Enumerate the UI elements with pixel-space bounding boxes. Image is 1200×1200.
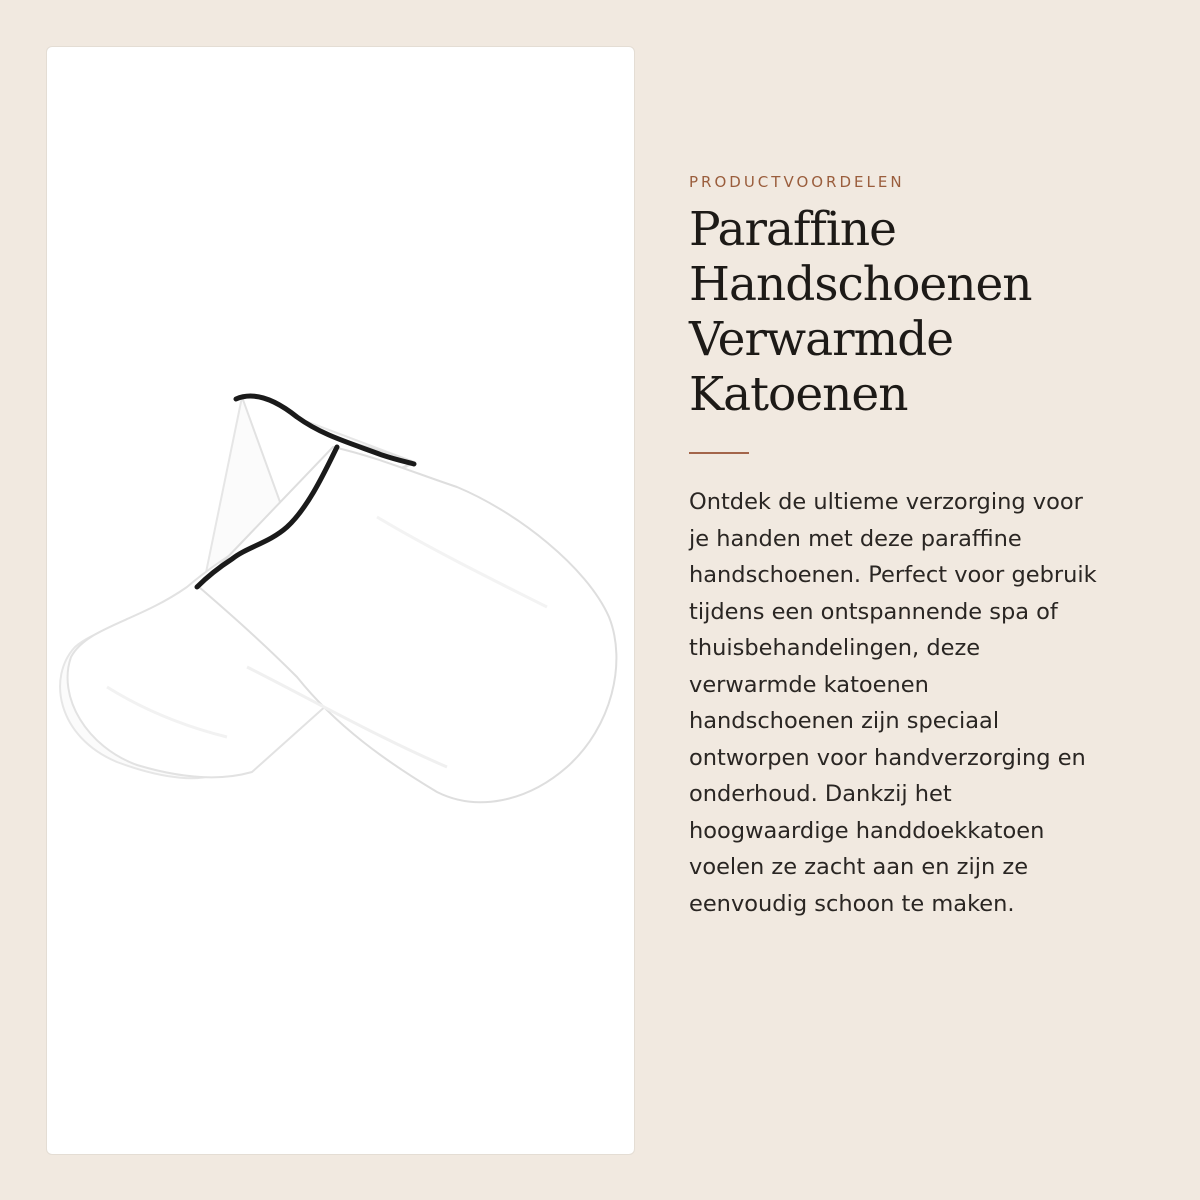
description-line: eenvoudig schoon te maken.	[689, 890, 1015, 917]
product-title-line: Paraffine	[689, 202, 896, 257]
product-title-line: Katoenen	[689, 367, 908, 422]
description-line: ontworpen voor handverzorging en	[689, 744, 1086, 771]
product-title-line: Verwarmde	[689, 312, 954, 367]
description-line: verwarmde katoenen	[689, 671, 929, 698]
product-description	[689, 484, 1159, 922]
product-title-line: Handschoenen	[689, 257, 1032, 312]
description-line: handschoenen. Perfect voor gebruik	[689, 562, 1097, 588]
description-line: onderhoud. Dankzij het	[689, 781, 952, 807]
section-eyebrow: PRODUCTVOORDELEN	[689, 173, 905, 191]
product-title	[689, 202, 1159, 422]
description-line: hoogwaardige handdoekkatoen	[689, 817, 1045, 844]
description-line: tijdens een ontspannende spa of	[689, 598, 1058, 625]
description-line: je handen met deze paraffine	[689, 525, 1022, 552]
product-image-card	[46, 46, 635, 1155]
description-line: voelen ze zacht aan en zijn ze	[689, 854, 1029, 880]
description-line: thuisbehandelingen, deze	[689, 635, 981, 661]
product-benefits-section	[689, 172, 1159, 922]
paraffin-gloves-image	[47, 47, 635, 1155]
accent-divider	[689, 452, 749, 454]
description-line: Ontdek de ultieme verzorging voor	[689, 489, 1083, 515]
description-line: handschoenen zijn speciaal	[689, 708, 1000, 734]
